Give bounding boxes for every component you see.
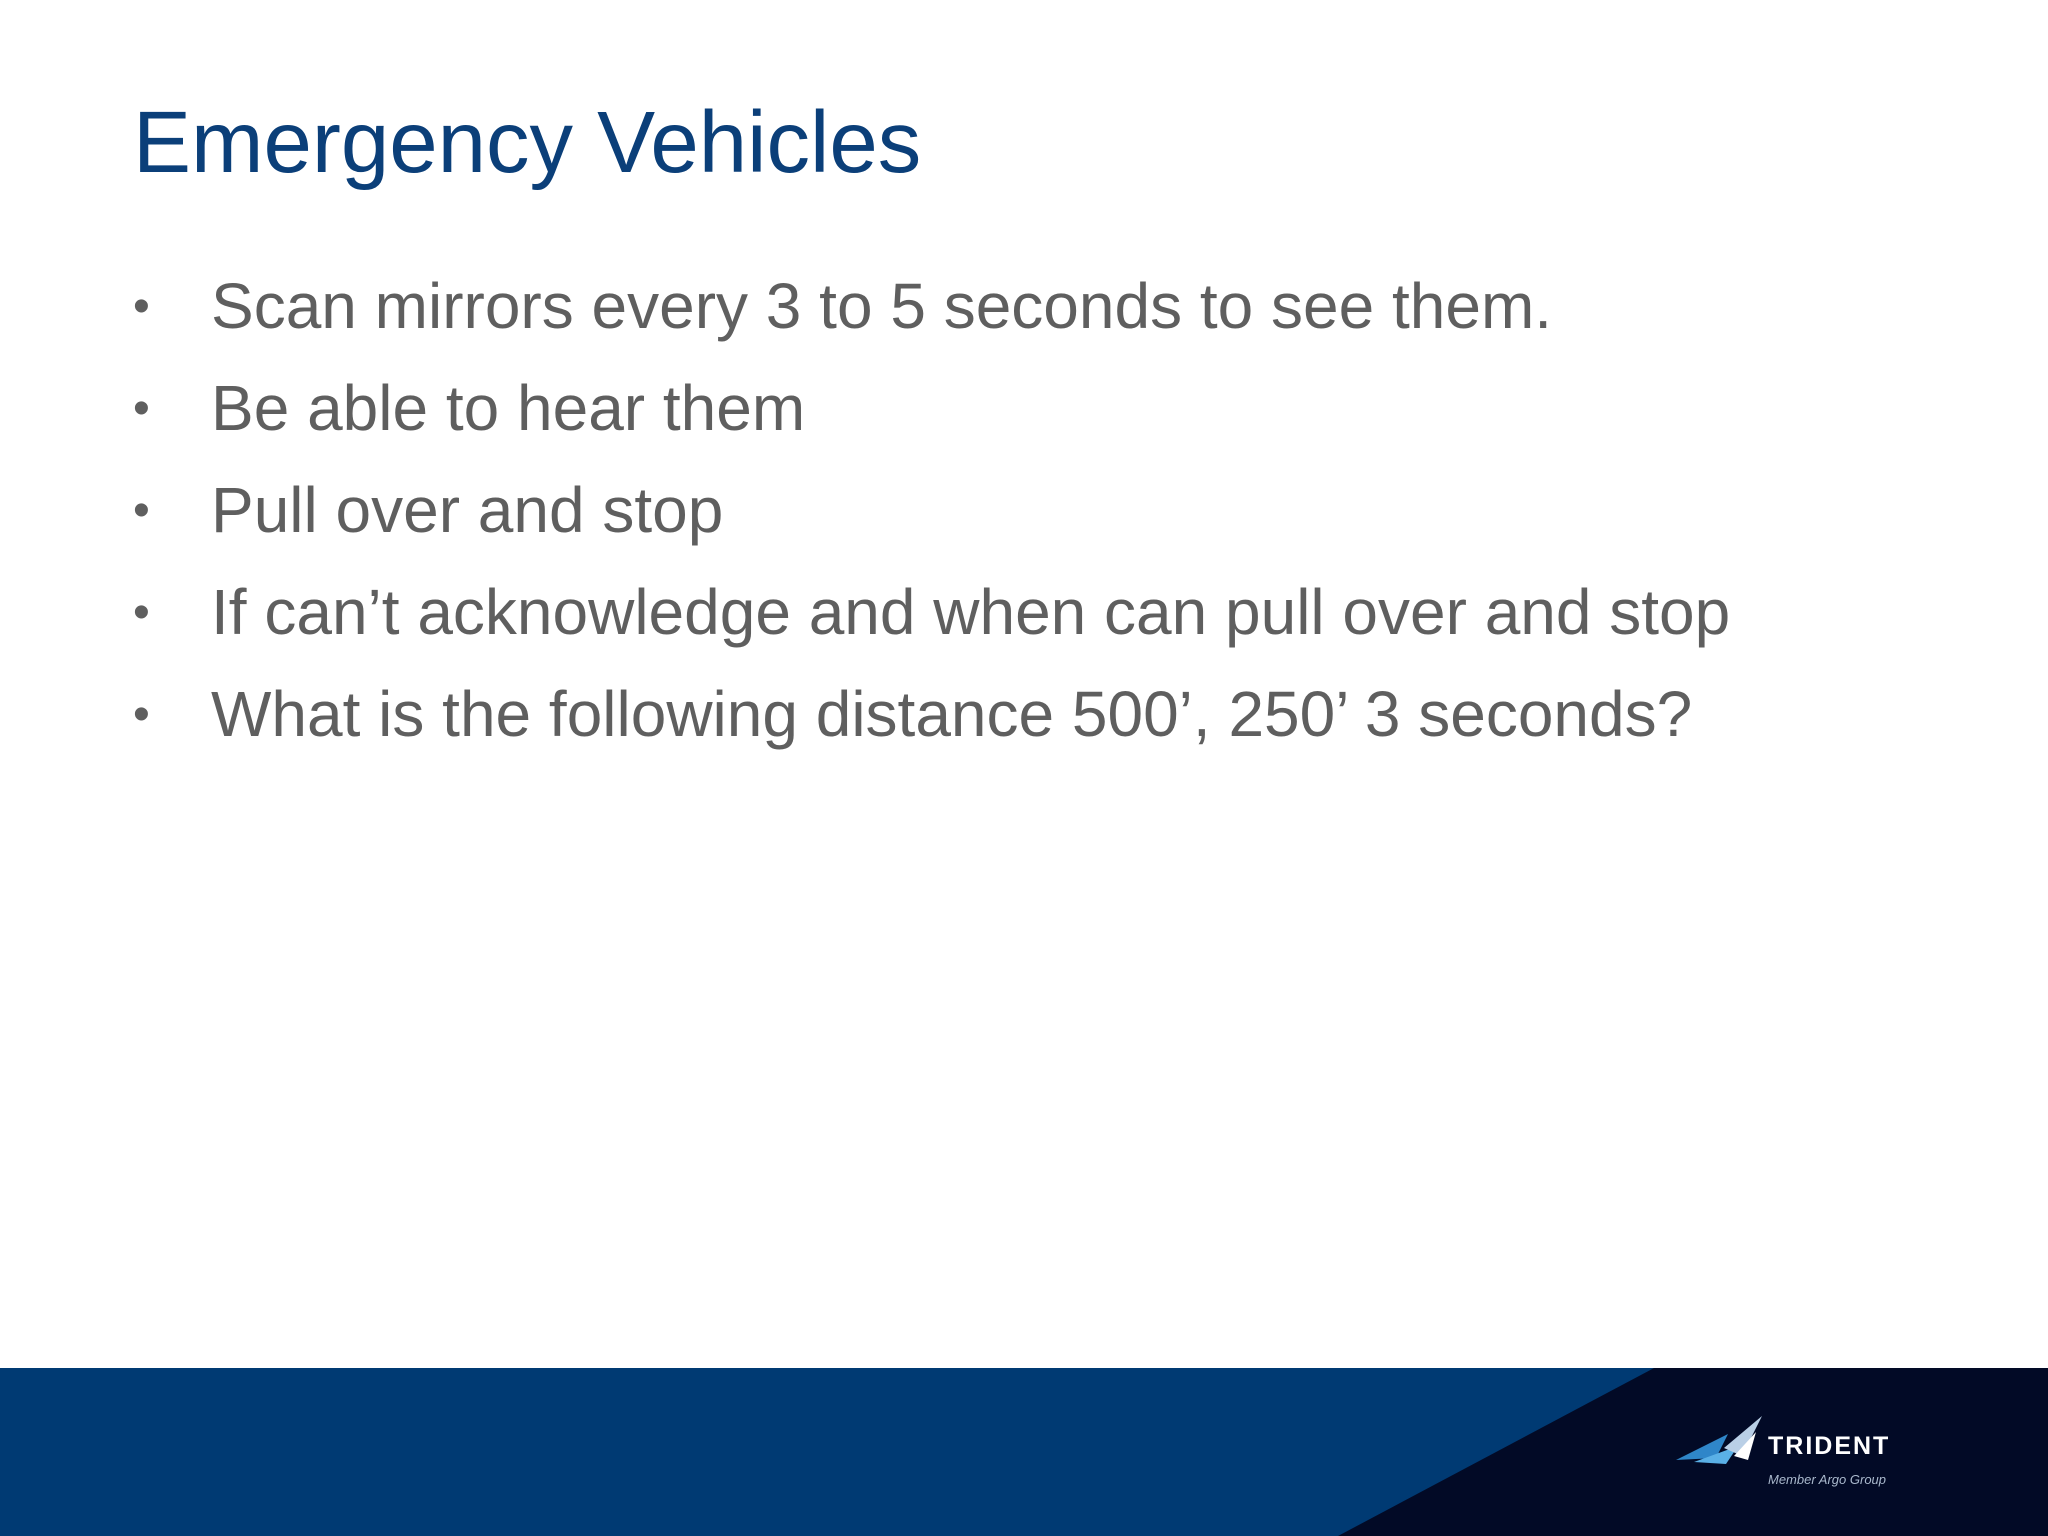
list-item	[133, 561, 1730, 663]
bullet-list	[133, 255, 1730, 765]
bullet-icon: •	[133, 381, 150, 435]
bullet-text: Be able to hear them	[211, 372, 806, 444]
bullet-icon: •	[133, 687, 150, 741]
list-item	[133, 459, 1730, 561]
bullet-text: Pull over and stop	[211, 474, 724, 546]
bullet-text: If can’t acknowledge and when can pull over and stop	[211, 576, 1731, 648]
bullet-icon: •	[133, 585, 150, 639]
logo-tagline: Member Argo Group	[1768, 1472, 1887, 1487]
list-item	[133, 255, 1730, 357]
bullet-icon: •	[133, 483, 150, 537]
logo-name: TRIDENT	[1768, 1432, 1891, 1460]
list-item	[133, 663, 1730, 765]
bullet-icon: •	[133, 279, 150, 333]
bullet-text: What is the following distance 500’, 250’ 3 seconds?	[211, 678, 1693, 750]
slide-title: Emergency Vehicles	[133, 94, 922, 191]
bullet-text: Scan mirrors every 3 to 5 seconds to see them.	[211, 270, 1553, 342]
list-item	[133, 357, 1730, 459]
